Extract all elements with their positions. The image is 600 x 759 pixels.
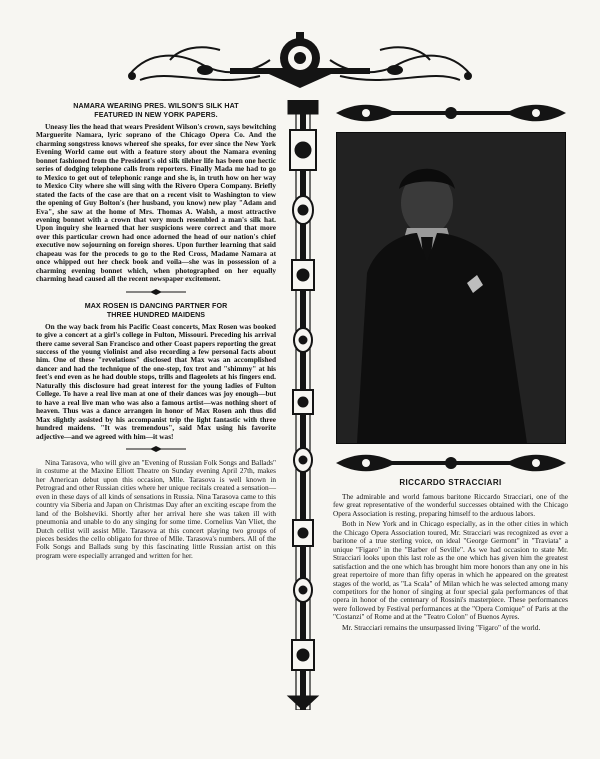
vertical-divider-ornament-icon	[282, 100, 324, 710]
caption-ornament-icon	[336, 452, 566, 474]
portrait-figure-icon	[337, 133, 565, 443]
separator-icon	[126, 289, 186, 295]
photo-top-ornament-icon	[336, 102, 566, 124]
stracciari-portrait-photo	[336, 132, 566, 444]
tarasova-body: Nina Tarasova, who will give an "Evening of Russian Folk Songs and Ballads" in costume at the Maxine Elliott Theatre on Sunday evening April 27th, makes her American debut upon this occasion, Mlle. Tarasova is well known in Petrograd and other Russian cities where her unique recitals created a sensation—even in these days of all kinds of sensations in Russia. Nina Tarasova came to this country via Siberia and Japan on Christmas Day after an exciting escape from the land of the Bolsheviki. Shortly after her arrival here she was taken ill with pneumonia and unable to do any singing for some time. Cornelius Van Vliet, the Dutch cellist will assist Mlle. Tarasova at this concert playing two groups of pieces besides the cello obligato for three of Mlle. Tarasova's numbers. All of the Folk Songs and Ballads sung by this fascinating little Russian artist on this program were especially arranged and written for her.	[36, 457, 276, 560]
rosen-headline-line2: THREE HUNDRED MAIDENS	[106, 310, 206, 319]
stracciari-para1: The admirable and world famous baritone Riccardo Stracciari, one of the few great representative of the wonderful successes obtained with the Chicago Opera Association is resting, preparing himself to the arduous labors.	[333, 492, 568, 518]
rosen-headline-line1: MAX ROSEN IS DANCING PARTNER FOR	[84, 301, 228, 310]
stracciari-para3: Mr. Stracciari remains the unsurpassed living "Figaro" of the world.	[342, 622, 541, 632]
right-column	[333, 102, 568, 634]
separator-icon	[126, 446, 186, 452]
top-ornament-icon	[110, 30, 490, 92]
stracciari-para2: Both in New York and in Chicago especially, as in the other cities in which the Chicago Opera Association toured, Mr. Stracciari was recognized as ever a baritone of a true sterling voice, on ideal "George Germont" in "Traviata" a unique "Figaro" in the "Barber of Seville". As we had occasion to state Mr. Stracciari looks upon this last role as the one which has given him the greatest satisfaction and the one which has brought him more honors than any one in his great repertoire of more than fifty operas in which he appeared on the greatest stages of the world, as "La Scala" of Milan which he was selected among many competitors for the honor of singing at four special gala performances of that opera in honor of the centenary of Rossini's masterpiece. These performances were followed by Festival performances at the "Opera Comique" of Paris at the "Costanzi" of Rome and at the "Teatro Colon" of Buenos Ayres.	[333, 519, 568, 622]
namara-headline-line2: FEATURED IN NEW YORK PAPERS.	[94, 111, 218, 119]
left-column	[36, 102, 276, 562]
namara-body: Uneasy lies the head that wears President Wilson's crown, says bewitching Marguerite Namara, lyric soprano of the Chicago Opera Co. And the charming songstress knows whereof she speaks, for ever since the New York Evening World came out with a feature story about the Namara evening bonnet fashioned from the President's old silk tileher life has been one hectic series of dodging telephone calls from reporters. Finally Mada me had to go to Mexico to get out of telephonic range and she is, in truth how on her way to Mexico City where she will sing with the Rivero Opera Company. Briefly stated the facts of the case are that on a recent visit to Washington to view the opening of Guy Bolton's (her husband, you know) new play "Adam and Eva", she saw at the home of Mrs. Thomas A. Walsh, a most attractive evening bonnet with a crown that very much resembled a man's silk hat. Upon inquiry she learned that her suspicions were correct and that more over this particular crown had once adorned the head of our nation's chief executive now sojourning on foreign shores. Upon further learning that said chapeau was for the proceds to go to the Red Cross, Madame Namara at once whipped out her check book and voila—she was in possession of a charming evening bonnet which, when photographed on her equally charming head caused all the recent newspaper excitement.	[36, 122, 276, 284]
rosen-headline	[36, 302, 276, 320]
rosen-body: On the way back from his Pacific Coast concerts, Max Rosen was booked to give a concert at a girl's college in Fulton, Missouri. Preceding his arrival there came several San Francisco and other Coast papers reporting the great success of the young violinist and also recording a few personal facts about him. One of these "revelations" disclosed that Max was an accomplished dancer and had the technique of the one-step, fox trot and "shimmy" at his feet's end even as he had double stops, trills and flageolets at his fingers end. Naturally this disclosure had great interest for the young ladies of Fulton College. To have a real live man at one of their dances was joy enough—but to have a real live man who was also a famous artist—was nothing short of heaven. Thus was a dance arrangen in honor of Max Rosen anh thus did Max slightly assisted by his accompanist trip the light fantastic with three hundred maidens. "It was tremendous", said Max using his favorite adjective—and we agreed with him—it was!	[36, 321, 276, 441]
namara-headline-line1: NAMARA WEARING PRES. WILSON'S SILK HAT	[73, 102, 239, 110]
photo-caption: RICCARDO STRACCIARI	[399, 478, 502, 487]
namara-headline	[36, 102, 276, 120]
